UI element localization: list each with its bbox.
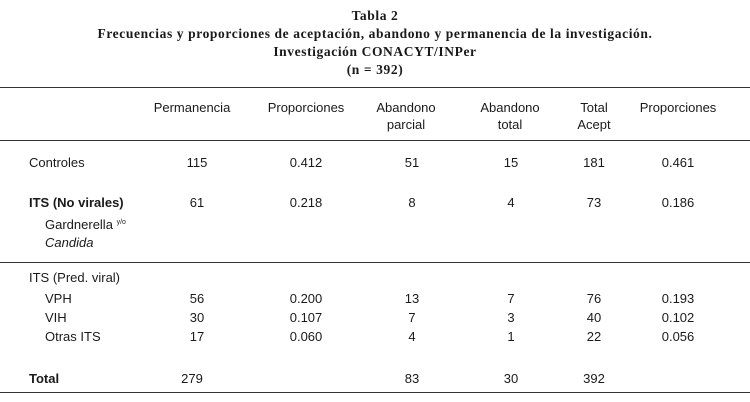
header-proporciones: Proporciones xyxy=(267,100,345,115)
cell-total-permanencia: 279 xyxy=(181,371,203,386)
header-abandono-total-1: Abandono xyxy=(480,100,540,115)
cell-vph-proporciones: 0.200 xyxy=(289,291,323,306)
cell-otras-its-abandono-total: 1 xyxy=(507,329,515,344)
cell-controles-permanencia: 115 xyxy=(186,155,208,170)
table-caption: Frecuencias y proporciones de aceptación, abandono y permanencia de la investigación. xyxy=(97,26,653,41)
row-label-controles: Controles xyxy=(29,155,85,170)
cell-vih-abandono-parcial: 7 xyxy=(408,310,416,325)
cell-controles-total-acept: 181 xyxy=(583,155,605,170)
cell-otras-its-abandono-parcial: 4 xyxy=(408,329,416,344)
cell-vph-total-acept: 76 xyxy=(586,291,602,306)
cell-vih-abandono-total: 3 xyxy=(507,310,515,325)
subrow-label-candida: Candida xyxy=(45,235,94,250)
header-total-acept-2: Acept xyxy=(577,117,611,132)
cell-controles-abandono-parcial: 51 xyxy=(404,155,420,170)
header-abandono-parcial-2: parcial xyxy=(386,117,426,132)
table-subtitle: Investigación CONACYT/INPer xyxy=(273,44,477,59)
cell-total-abandono-parcial: 83 xyxy=(404,371,420,386)
sample-size: (n = 392) xyxy=(346,62,404,77)
bottom-rule xyxy=(0,392,750,393)
header-proporciones-2: Proporciones xyxy=(639,100,717,115)
cell-controles-abandono-total: 15 xyxy=(503,155,519,170)
cell-otras-its-proporciones-2: 0.056 xyxy=(661,329,695,344)
header-abandono-parcial-1: Abandono xyxy=(376,100,436,115)
header-abandono-total-2: total xyxy=(497,117,523,132)
cell-its-no-virales-proporciones: 0.218 xyxy=(289,195,323,210)
section-rule xyxy=(0,262,750,263)
row-label-its-pred-viral: ITS (Pred. viral) xyxy=(29,270,121,285)
cell-its-no-virales-total-acept: 73 xyxy=(586,195,602,210)
cell-its-no-virales-abandono-parcial: 8 xyxy=(408,195,416,210)
cell-its-no-virales-proporciones-2: 0.186 xyxy=(661,195,695,210)
cell-its-no-virales-permanencia: 61 xyxy=(189,195,205,210)
cell-total-total-acept: 392 xyxy=(583,371,605,386)
cell-its-no-virales-abandono-total: 4 xyxy=(507,195,515,210)
cell-total-abandono-total: 30 xyxy=(503,371,519,386)
cell-otras-its-total-acept: 22 xyxy=(586,329,602,344)
table-title: Tabla 2 xyxy=(351,8,399,23)
cell-vph-abandono-total: 7 xyxy=(507,291,515,306)
cell-vih-permanencia: 30 xyxy=(189,310,205,325)
header-permanencia: Permanencia xyxy=(153,100,231,115)
header-total-acept-1: Total xyxy=(580,100,608,115)
cell-vph-permanencia: 56 xyxy=(189,291,205,306)
cell-vph-abandono-parcial: 13 xyxy=(404,291,420,306)
cell-controles-proporciones-2: 0.461 xyxy=(661,155,695,170)
top-rule xyxy=(0,87,750,88)
row-label-total: Total xyxy=(29,371,60,386)
row-label-vih: VIH xyxy=(45,310,67,325)
header-rule xyxy=(0,140,750,141)
cell-vih-proporciones: 0.107 xyxy=(289,310,323,325)
cell-otras-its-proporciones: 0.060 xyxy=(289,329,323,344)
row-label-its-no-virales: ITS (No virales) xyxy=(29,195,124,210)
cell-vph-proporciones-2: 0.193 xyxy=(661,291,695,306)
cell-otras-its-permanencia: 17 xyxy=(189,329,205,344)
yo-superscript: y/o xyxy=(116,219,126,226)
row-label-vph: VPH xyxy=(45,291,72,306)
row-label-otras-its: Otras ITS xyxy=(45,329,101,344)
subrow-label-gardnerella: Gardnerella $^{y/o}$ xyxy=(45,217,126,232)
cell-controles-proporciones: 0.412 xyxy=(289,155,323,170)
cell-vih-proporciones-2: 0.102 xyxy=(661,310,695,325)
cell-vih-total-acept: 40 xyxy=(586,310,602,325)
